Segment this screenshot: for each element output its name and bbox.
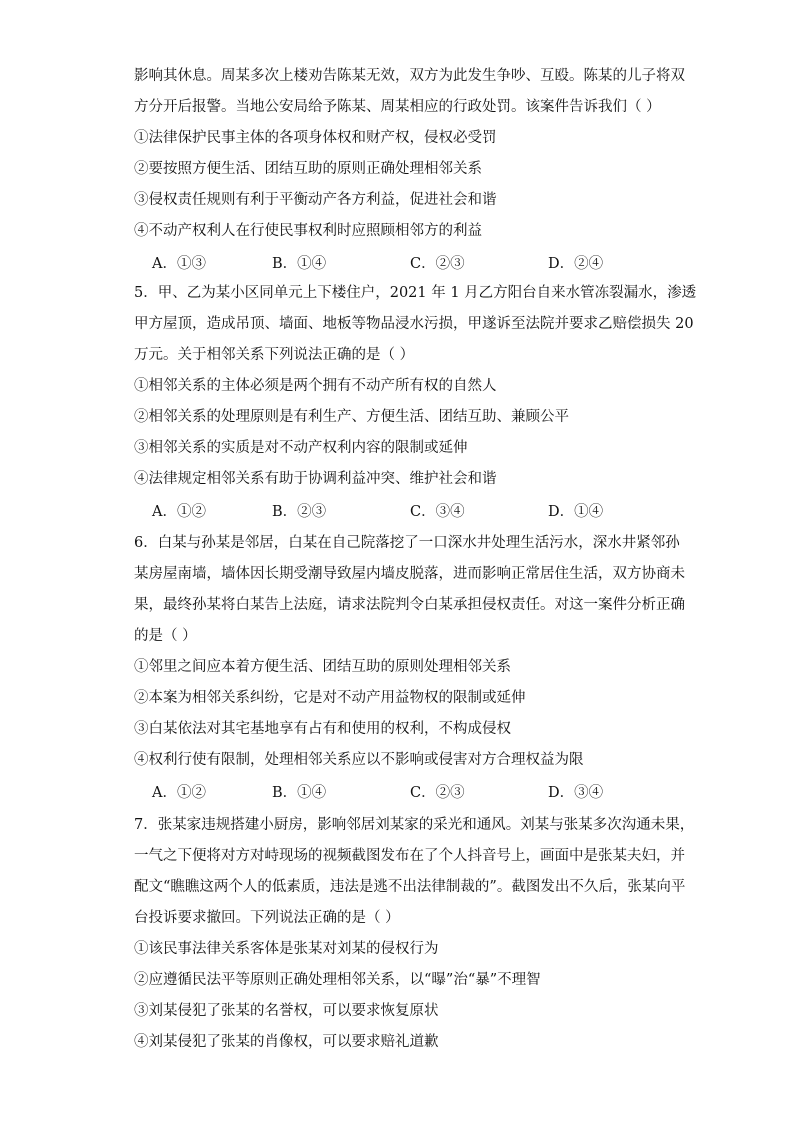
q5-option-c: C．③④ [410, 504, 465, 520]
q7-statement-3: ③刘某侵犯了张某的名誉权，可以要求恢复原状 [134, 1003, 439, 1019]
q7-statement-2: ②应遵循民法平等原则正确处理相邻关系，以“曝”治“暴”不理智 [134, 972, 541, 988]
q6-statement-2: ②本案为相邻关系纠纷，它是对不动产用益物权的限制或延伸 [134, 690, 526, 706]
q7-statement-1: ①该民事法律关系客体是张某对刘某的侵权行为 [134, 941, 439, 957]
q6-text-line-2: 某房屋南墙，墙体因长期受潮导致屋内墙皮脱落，进而影响正常居住生活，双方协商未 [134, 566, 685, 582]
q5-statement-3: ③相邻关系的实质是对不动产权利内容的限制或延伸 [134, 440, 468, 456]
q4-statement-3: ③侵权责任规则有利于平衡动产各方利益，促进社会和谐 [134, 192, 497, 208]
q7-text-line-1: 7．张某家违规搭建小厨房，影响邻居刘某家的采光和通风。刘某与张某多次沟通未果， [134, 817, 695, 833]
q6-text-line-4: 的是（ ） [134, 628, 197, 644]
q7-text-line-4: 台投诉要求撤回。下列说法正确的是（ ） [134, 910, 400, 926]
q6-option-b: B．①④ [272, 785, 327, 801]
q4-statement-1: ①法律保护民事主体的各项身体权和财产权，侵权必受罚 [134, 130, 497, 146]
q5-statement-4: ④法律规定相邻关系有助于协调利益冲突、维护社会和谐 [134, 471, 497, 487]
q4-option-c: C．②③ [410, 256, 465, 272]
q4-option-b: B．①④ [272, 256, 327, 272]
q4-option-a: A．①③ [152, 256, 206, 272]
q5-text-line-3: 万元。关于相邻关系下列说法正确的是（ ） [134, 347, 415, 363]
q6-text-line-3: 果，最终孙某将白某告上法庭，请求法院判令白某承担侵权责任。对这一案件分析正确 [134, 597, 685, 613]
q5-text-line-2: 甲方屋顶，造成吊顶、墙面、地板等物品浸水污损，甲遂诉至法院并要求乙赔偿损失 20 [134, 316, 694, 332]
q7-statement-4: ④刘某侵犯了张某的肖像权，可以要求赔礼道歉 [134, 1034, 439, 1050]
q4-statement-2: ②要按照方便生活、团结互助的原则正确处理相邻关系 [134, 161, 482, 177]
q5-statement-1: ①相邻关系的主体必须是两个拥有不动产所有权的自然人 [134, 378, 497, 394]
q6-text-line-1: 6．白某与孙某是邻居，白某在自己院落挖了一口深水井处理生活污水，深水井紧邻孙 [134, 535, 680, 551]
q5-statement-2: ②相邻关系的处理原则是有利生产、方便生活、团结互助、兼顾公平 [134, 409, 569, 425]
q5-option-d: D．①④ [548, 504, 604, 520]
q4-statement-4: ④不动产权利人在行使民事权利时应照顾相邻方的利益 [134, 223, 482, 239]
q7-text-line-2: 一气之下便将对方对峙现场的视频截图发布在了个人抖音号上，画面中是张某夫妇，并 [134, 848, 685, 864]
q6-statement-4: ④权利行使有限制，处理相邻关系应以不影响或侵害对方合理权益为限 [134, 752, 584, 768]
q7-text-line-3: 配文“瞧瞧这两个人的低素质，违法是逃不出法律制裁的”。截图发出不久后，张某向平 [134, 879, 686, 895]
q5-option-a: A．①② [152, 504, 206, 520]
q4-option-d: D．②④ [548, 256, 604, 272]
q6-statement-3: ③白某依法对其宅基地享有占有和使用的权利，不构成侵权 [134, 721, 511, 737]
q5-text-line-1: 5．甲、乙为某小区同单元上下楼住户，2021 年 1 月乙方阳台自来水管冻裂漏水，渗透 [134, 285, 697, 301]
q4-text-line-2: 方分开后报警。当地公安局给予陈某、周某相应的行政处罚。该案件告诉我们（ ） [134, 99, 661, 115]
q6-option-c: C．②③ [410, 785, 465, 801]
q5-option-b: B．②③ [272, 504, 327, 520]
q6-option-a: A．①② [152, 785, 206, 801]
q4-text-line-1: 影响其休息。周某多次上楼劝告陈某无效，双方为此发生争吵、互殴。陈某的儿子将双 [134, 68, 685, 84]
q6-option-d: D．③④ [548, 785, 604, 801]
q6-statement-1: ①邻里之间应本着方便生活、团结互助的原则处理相邻关系 [134, 659, 511, 675]
